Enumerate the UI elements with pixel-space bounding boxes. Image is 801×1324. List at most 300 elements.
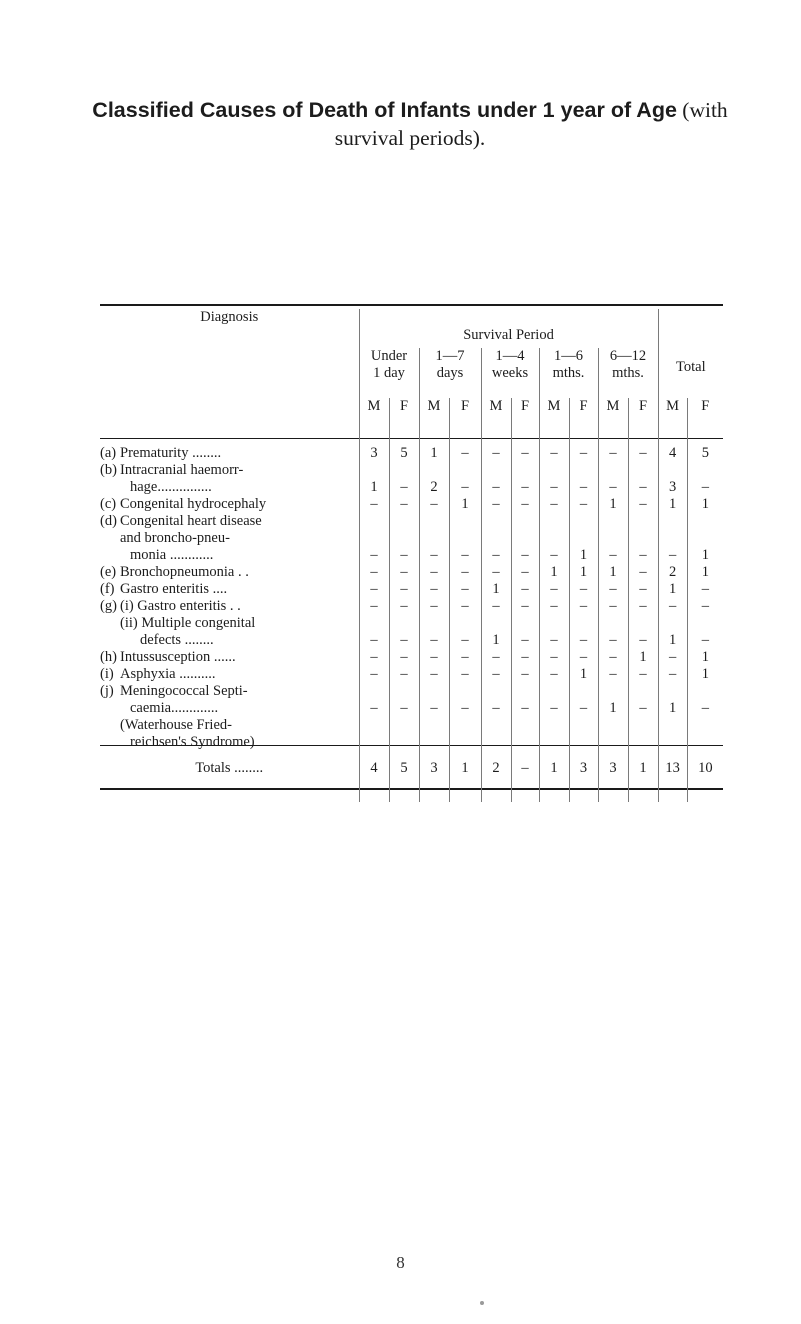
value-cell bbox=[389, 445, 419, 462]
value: – bbox=[639, 479, 647, 495]
value-cell bbox=[419, 496, 449, 513]
value: – bbox=[639, 598, 647, 614]
value-cell bbox=[359, 717, 389, 751]
totals-row bbox=[100, 760, 723, 802]
value: – bbox=[609, 632, 617, 648]
value-cell bbox=[511, 683, 539, 717]
spacer-row bbox=[100, 751, 723, 760]
value-cell bbox=[419, 513, 449, 564]
value: – bbox=[370, 700, 378, 716]
value-cell bbox=[658, 666, 687, 683]
item-label: (d) bbox=[100, 513, 117, 529]
value: 1 bbox=[701, 547, 709, 563]
spacer-cell bbox=[359, 751, 389, 760]
value: – bbox=[370, 564, 378, 580]
spacer-cell bbox=[658, 751, 687, 760]
value-cell bbox=[687, 445, 723, 462]
value-cell bbox=[658, 598, 687, 615]
spacer-cell bbox=[511, 438, 539, 445]
value-cell bbox=[449, 462, 481, 496]
value: – bbox=[609, 666, 617, 682]
value bbox=[570, 717, 598, 734]
value: – bbox=[521, 564, 529, 580]
value: 1 bbox=[370, 479, 378, 495]
item-text: Asphyxia .......... bbox=[120, 666, 216, 682]
value-cell bbox=[481, 462, 511, 496]
value-cell bbox=[511, 717, 539, 751]
value-cell bbox=[419, 683, 449, 717]
diagnosis-cell bbox=[100, 649, 359, 666]
table-row bbox=[100, 615, 723, 649]
table-top-rule bbox=[100, 304, 723, 306]
title-line-1 bbox=[40, 96, 780, 124]
diagnosis-cell bbox=[100, 666, 359, 683]
value-cell bbox=[481, 598, 511, 615]
diagnosis-cell bbox=[100, 683, 359, 717]
table-row bbox=[100, 666, 723, 683]
value: – bbox=[461, 547, 469, 563]
value-cell bbox=[539, 581, 569, 598]
sex-header-m: M bbox=[598, 398, 628, 438]
diagnosis-line bbox=[100, 530, 359, 547]
value-cell bbox=[481, 564, 511, 581]
value-cell bbox=[511, 649, 539, 666]
title-bold: Classified Causes of Death of Infants under 1 year of Age bbox=[92, 98, 677, 122]
table-row bbox=[100, 445, 723, 462]
table-row bbox=[100, 462, 723, 496]
item-text: Bronchopneumonia . . bbox=[120, 564, 249, 580]
period-line-2: days bbox=[436, 365, 464, 381]
totals-value: 1 bbox=[628, 760, 658, 802]
spacer-cell bbox=[449, 438, 481, 445]
value-cell bbox=[569, 496, 598, 513]
value-cell bbox=[359, 649, 389, 666]
value-cell bbox=[511, 615, 539, 649]
value-cell bbox=[419, 666, 449, 683]
value-cell bbox=[687, 666, 723, 683]
period-line-1: 1—7 bbox=[435, 348, 465, 364]
item-label: (j) bbox=[100, 683, 114, 699]
value-cell bbox=[359, 598, 389, 615]
value-cell bbox=[511, 496, 539, 513]
value: – bbox=[639, 632, 647, 648]
value: – bbox=[701, 479, 709, 495]
value: 1 bbox=[430, 445, 438, 461]
value: 1 bbox=[609, 700, 617, 716]
value-cell bbox=[687, 564, 723, 581]
value bbox=[360, 717, 389, 734]
item-label: (e) bbox=[100, 564, 117, 580]
value: 1 bbox=[701, 564, 709, 580]
value: – bbox=[461, 632, 469, 648]
period-line-2: mths. bbox=[552, 365, 585, 381]
value: – bbox=[521, 649, 529, 665]
value: – bbox=[639, 564, 647, 580]
value: – bbox=[430, 700, 438, 716]
diagnosis-line bbox=[100, 513, 359, 530]
value-cell bbox=[539, 598, 569, 615]
value: 2 bbox=[668, 564, 677, 580]
value: – bbox=[430, 649, 438, 665]
value: – bbox=[492, 496, 500, 512]
value: 1 bbox=[461, 496, 469, 512]
period-line-1: 1—4 bbox=[495, 348, 525, 364]
value-cell bbox=[687, 598, 723, 615]
spacer-cell bbox=[481, 438, 511, 445]
value bbox=[629, 717, 658, 734]
item-label: (a) bbox=[100, 445, 117, 461]
value-cell bbox=[628, 462, 658, 496]
value-cell bbox=[687, 513, 723, 564]
period-header bbox=[419, 348, 481, 398]
spacer-cell bbox=[419, 438, 449, 445]
spacer-cell bbox=[628, 438, 658, 445]
value-cell bbox=[569, 598, 598, 615]
value: 1 bbox=[550, 564, 558, 580]
value-cell bbox=[658, 581, 687, 598]
value: – bbox=[521, 632, 529, 648]
sex-header-m: M bbox=[419, 398, 449, 438]
value: – bbox=[609, 598, 617, 614]
item-text: Intussusception ...... bbox=[120, 649, 236, 665]
value-cell bbox=[658, 462, 687, 496]
item-text: and broncho-pneu- bbox=[120, 530, 230, 546]
value: – bbox=[579, 445, 588, 461]
value: 5 bbox=[400, 445, 408, 461]
value: 1 bbox=[609, 496, 617, 512]
value: – bbox=[550, 666, 558, 682]
total-header: Total bbox=[658, 309, 723, 398]
value bbox=[390, 717, 419, 734]
value-cell bbox=[419, 462, 449, 496]
value: – bbox=[430, 564, 438, 580]
table-row bbox=[100, 683, 723, 717]
spacer-cell bbox=[539, 438, 569, 445]
value: – bbox=[609, 445, 617, 461]
value: – bbox=[550, 632, 558, 648]
totals-value: 3 bbox=[419, 760, 449, 802]
value: 1 bbox=[492, 632, 500, 648]
table-row bbox=[100, 649, 723, 666]
table-body bbox=[100, 309, 723, 802]
value-cell bbox=[539, 649, 569, 666]
sex-header-m: M bbox=[658, 398, 687, 438]
value: – bbox=[550, 581, 558, 597]
diagnosis-line bbox=[100, 547, 359, 564]
value-cell bbox=[481, 581, 511, 598]
value: – bbox=[550, 479, 558, 495]
totals-value: 1 bbox=[539, 760, 569, 802]
value-cell bbox=[628, 564, 658, 581]
value: – bbox=[461, 445, 469, 461]
value: – bbox=[609, 581, 617, 597]
value-cell bbox=[359, 513, 389, 564]
value: – bbox=[461, 700, 469, 716]
value: – bbox=[609, 479, 617, 495]
value: 4 bbox=[668, 445, 677, 461]
value-cell bbox=[481, 683, 511, 717]
value-cell bbox=[389, 513, 419, 564]
diagnosis-cell bbox=[100, 445, 359, 462]
value-cell bbox=[449, 649, 481, 666]
value-cell bbox=[658, 564, 687, 581]
item-text: (i) Gastro enteritis . . bbox=[120, 598, 241, 614]
diagnosis-header: Diagnosis bbox=[200, 309, 259, 325]
value: – bbox=[370, 581, 378, 597]
item-label: (c) bbox=[100, 496, 117, 512]
value-cell bbox=[628, 666, 658, 683]
causes-of-death-table bbox=[100, 309, 723, 802]
value-cell bbox=[628, 717, 658, 751]
value-cell bbox=[449, 581, 481, 598]
item-label: (b) bbox=[100, 462, 117, 478]
value: – bbox=[492, 479, 500, 495]
spacer-cell bbox=[389, 751, 419, 760]
item-text: Meningococcal Septi- bbox=[120, 683, 248, 699]
sex-header-f: F bbox=[511, 398, 539, 438]
value-cell bbox=[359, 496, 389, 513]
value-cell bbox=[359, 683, 389, 717]
value: – bbox=[701, 632, 709, 648]
value: – bbox=[430, 632, 438, 648]
value-cell bbox=[419, 615, 449, 649]
value-cell bbox=[419, 564, 449, 581]
totals-value: 2 bbox=[481, 760, 511, 802]
value: – bbox=[521, 700, 529, 716]
value-cell bbox=[359, 615, 389, 649]
value bbox=[540, 717, 569, 734]
period-header bbox=[598, 348, 658, 398]
title-line-2: survival periods). bbox=[334, 126, 486, 150]
item-text: Gastro enteritis .... bbox=[120, 581, 228, 597]
value bbox=[599, 717, 628, 734]
period-header bbox=[359, 348, 419, 398]
value-cell bbox=[481, 615, 511, 649]
value-cell bbox=[449, 445, 481, 462]
totals-value: 10 bbox=[687, 760, 723, 802]
value: – bbox=[430, 598, 438, 614]
value-cell bbox=[569, 513, 598, 564]
item-text: hage............... bbox=[130, 479, 212, 495]
value: – bbox=[492, 700, 500, 716]
value: – bbox=[492, 564, 500, 580]
survival-period-header: Survival Period bbox=[359, 309, 658, 348]
value-cell bbox=[658, 496, 687, 513]
value-cell bbox=[389, 462, 419, 496]
period-line-1: Under bbox=[370, 348, 408, 364]
value-cell bbox=[687, 462, 723, 496]
spacer-cell bbox=[389, 438, 419, 445]
value-cell bbox=[539, 717, 569, 751]
value: – bbox=[430, 547, 438, 563]
value-cell bbox=[598, 496, 628, 513]
item-text: (Waterhouse Fried- bbox=[120, 717, 232, 733]
value: – bbox=[579, 496, 588, 512]
diagnosis-line bbox=[100, 717, 359, 734]
value: – bbox=[370, 666, 378, 682]
value-cell bbox=[481, 513, 511, 564]
value bbox=[512, 717, 539, 734]
value-cell bbox=[481, 649, 511, 666]
value-cell bbox=[449, 717, 481, 751]
value bbox=[659, 717, 687, 734]
value-cell bbox=[359, 581, 389, 598]
value-cell bbox=[481, 717, 511, 751]
value-cell bbox=[628, 615, 658, 649]
value: – bbox=[430, 581, 438, 597]
value: – bbox=[400, 496, 408, 512]
diagnosis-line bbox=[100, 581, 359, 598]
value-cell bbox=[687, 649, 723, 666]
period-header bbox=[481, 348, 539, 398]
spacer-cell bbox=[100, 438, 359, 445]
value-cell bbox=[598, 615, 628, 649]
sex-header-f: F bbox=[687, 398, 723, 438]
value-cell bbox=[539, 615, 569, 649]
page-title bbox=[40, 96, 780, 152]
value-cell bbox=[539, 513, 569, 564]
value-cell bbox=[569, 649, 598, 666]
value: 3 bbox=[370, 445, 378, 461]
value-cell bbox=[628, 649, 658, 666]
totals-value: 1 bbox=[449, 760, 481, 802]
value-cell bbox=[389, 564, 419, 581]
value: – bbox=[461, 666, 469, 682]
item-text: monia ............ bbox=[130, 547, 214, 563]
value-cell bbox=[628, 581, 658, 598]
value-cell bbox=[598, 717, 628, 751]
value-cell bbox=[449, 564, 481, 581]
diagnosis-line bbox=[100, 700, 359, 717]
page-number: 8 bbox=[396, 1253, 405, 1272]
value: – bbox=[609, 547, 617, 563]
value-cell bbox=[511, 564, 539, 581]
value-cell bbox=[569, 564, 598, 581]
value: – bbox=[370, 598, 378, 614]
value-cell bbox=[598, 598, 628, 615]
value: – bbox=[370, 496, 378, 512]
sex-header-m: M bbox=[359, 398, 389, 438]
item-text: (ii) Multiple congenital bbox=[120, 615, 256, 631]
value bbox=[420, 717, 449, 734]
spacer-cell bbox=[628, 751, 658, 760]
value: – bbox=[461, 564, 469, 580]
speck-mark bbox=[480, 1301, 484, 1305]
value bbox=[482, 717, 511, 734]
value: – bbox=[639, 547, 647, 563]
value: – bbox=[492, 445, 500, 461]
period-line-1: 6—12 bbox=[609, 348, 647, 364]
value: – bbox=[550, 445, 558, 461]
diagnosis-line bbox=[100, 683, 359, 700]
value: – bbox=[668, 598, 677, 614]
diagnosis-line bbox=[100, 564, 359, 581]
value: – bbox=[701, 700, 709, 716]
diagnosis-cell bbox=[100, 564, 359, 581]
sex-header-f: F bbox=[569, 398, 598, 438]
value: – bbox=[461, 479, 469, 495]
value-cell bbox=[687, 615, 723, 649]
spacer-cell bbox=[449, 751, 481, 760]
value-cell bbox=[539, 496, 569, 513]
table-row bbox=[100, 496, 723, 513]
value: – bbox=[521, 445, 529, 461]
value-cell bbox=[511, 445, 539, 462]
value: – bbox=[639, 496, 647, 512]
spacer-cell bbox=[598, 438, 628, 445]
value: – bbox=[492, 547, 500, 563]
value-cell bbox=[511, 598, 539, 615]
value-cell bbox=[449, 683, 481, 717]
spacer-cell bbox=[598, 751, 628, 760]
value-cell bbox=[419, 581, 449, 598]
value-cell bbox=[658, 717, 687, 751]
title-rest: (with bbox=[682, 98, 728, 122]
diagnosis-line bbox=[100, 615, 359, 632]
sex-header-f: F bbox=[449, 398, 481, 438]
spacer-cell bbox=[658, 438, 687, 445]
value: – bbox=[492, 649, 500, 665]
value: 1 bbox=[668, 581, 677, 597]
value: – bbox=[550, 649, 558, 665]
period-header bbox=[539, 348, 598, 398]
value: – bbox=[370, 547, 378, 563]
value: 1 bbox=[668, 496, 677, 512]
value: – bbox=[550, 598, 558, 614]
value: – bbox=[461, 598, 469, 614]
diagnosis-cell bbox=[100, 496, 359, 513]
item-label: (i) bbox=[100, 666, 114, 682]
value: – bbox=[639, 700, 647, 716]
item-text: Congenital heart disease bbox=[120, 513, 262, 529]
value-cell bbox=[389, 615, 419, 649]
value-cell bbox=[511, 462, 539, 496]
value: – bbox=[400, 649, 408, 665]
diagnosis-line bbox=[100, 632, 359, 649]
value-cell bbox=[511, 666, 539, 683]
value-cell bbox=[359, 666, 389, 683]
value-cell bbox=[598, 581, 628, 598]
period-line-2: 1 day bbox=[373, 365, 405, 381]
spacer-cell bbox=[687, 751, 723, 760]
value-cell bbox=[481, 445, 511, 462]
value-cell bbox=[628, 445, 658, 462]
value-cell bbox=[569, 666, 598, 683]
diagnosis-cell bbox=[100, 513, 359, 564]
value-cell bbox=[539, 564, 569, 581]
diagnosis-line bbox=[100, 479, 359, 496]
value: – bbox=[492, 666, 500, 682]
spacer-cell bbox=[569, 438, 598, 445]
item-text: Congenital hydrocephaly bbox=[120, 496, 267, 512]
value-cell bbox=[658, 649, 687, 666]
value: – bbox=[400, 564, 408, 580]
value: – bbox=[550, 700, 558, 716]
value: – bbox=[668, 547, 677, 563]
value: – bbox=[639, 666, 647, 682]
value: – bbox=[400, 632, 408, 648]
value: – bbox=[461, 649, 469, 665]
value-cell bbox=[419, 649, 449, 666]
spacer-cell bbox=[100, 751, 359, 760]
item-text: defects ........ bbox=[140, 632, 214, 648]
item-text: caemia............. bbox=[130, 700, 219, 716]
spacer-row bbox=[100, 438, 723, 445]
value: – bbox=[550, 496, 558, 512]
diagnosis-line bbox=[100, 598, 359, 615]
value-cell bbox=[481, 496, 511, 513]
diagnosis-cell bbox=[100, 598, 359, 615]
